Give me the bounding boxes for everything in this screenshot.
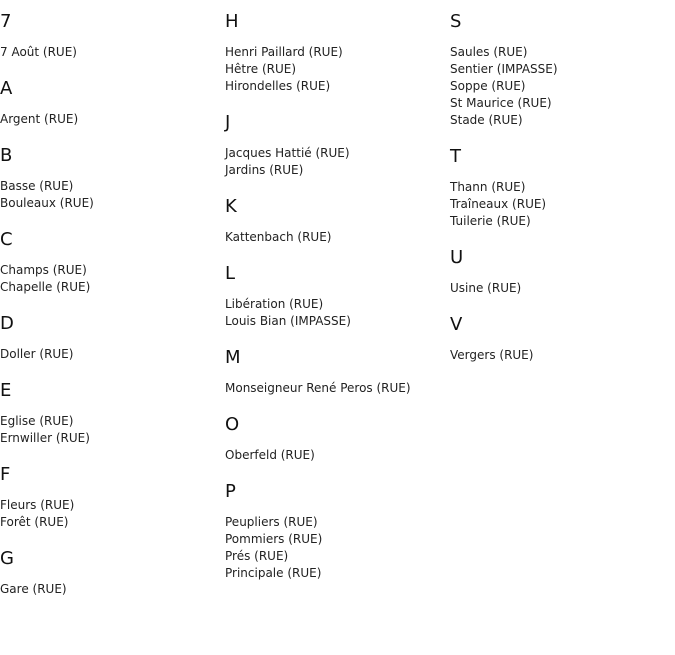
street-list [0,111,220,128]
letter-group [225,262,445,330]
street-link[interactable]: Stade (RUE) [450,113,523,127]
letter-heading: K [225,196,237,217]
street-link[interactable]: Argent (RUE) [0,112,79,126]
letter-heading: F [0,464,11,485]
street-list [0,44,220,61]
letter-group [0,312,220,363]
street-list [0,262,220,296]
street-link[interactable]: Kattenbach (RUE) [225,230,332,244]
letter-heading: P [225,481,236,502]
street-link[interactable]: Peupliers (RUE) [225,515,318,529]
letter-group [0,379,220,447]
street-link[interactable]: 7 Août (RUE) [0,45,77,59]
street-list [0,413,220,447]
street-link[interactable]: Monseigneur René Peros (RUE) [225,381,411,395]
street-link[interactable]: Doller (RUE) [0,347,74,361]
street-link[interactable]: Thann (RUE) [450,180,526,194]
letter-group [225,413,445,464]
street-link[interactable]: Prés (RUE) [225,549,289,563]
letter-heading: M [225,347,241,368]
letter-group [225,346,445,397]
letter-group [0,144,220,212]
letter-heading: B [0,145,13,166]
street-index-column-2 [225,10,445,598]
street-list [225,145,445,179]
letter-group [225,480,445,582]
street-link[interactable]: Tuilerie (RUE) [450,214,531,228]
street-list [0,346,220,363]
street-list [225,447,445,464]
letter-heading: D [0,313,14,334]
street-link[interactable]: Libération (RUE) [225,297,324,311]
letter-heading: A [0,78,13,99]
street-list [0,497,220,531]
street-link[interactable]: Hirondelles (RUE) [225,79,331,93]
letter-group [225,195,445,246]
street-link[interactable]: Champs (RUE) [0,263,87,277]
letter-heading: S [450,11,462,32]
letter-heading: U [450,247,464,268]
letter-heading: H [225,11,239,32]
street-list [450,44,670,129]
letter-heading: C [0,229,13,250]
letter-group [450,10,670,129]
letter-heading: G [0,548,14,569]
street-link[interactable]: Henri Paillard (RUE) [225,45,343,59]
letter-heading: J [225,112,231,133]
street-index-column-3 [450,10,670,380]
street-list [0,581,220,598]
street-link[interactable]: Bouleaux (RUE) [0,196,94,210]
street-link[interactable]: Pommiers (RUE) [225,532,323,546]
letter-group [0,547,220,598]
letter-group [450,145,670,230]
street-link[interactable]: Jardins (RUE) [225,163,304,177]
street-link[interactable]: Sentier (IMPASSE) [450,62,558,76]
street-list [450,179,670,230]
street-list [0,178,220,212]
street-link[interactable]: Traîneaux (RUE) [450,197,547,211]
street-link[interactable]: Ernwiller (RUE) [0,431,90,445]
letter-group [225,111,445,179]
street-link[interactable]: Fleurs (RUE) [0,498,75,512]
letter-heading: V [450,314,463,335]
street-link[interactable]: Eglise (RUE) [0,414,74,428]
letter-heading: 7 [0,11,12,32]
letter-group [225,10,445,95]
street-list [225,380,445,397]
letter-heading: O [225,414,240,435]
street-link[interactable]: Louis Bian (IMPASSE) [225,314,351,328]
street-list [225,44,445,95]
street-list [450,347,670,364]
letter-group [450,246,670,297]
street-list [225,296,445,330]
letter-heading: T [450,146,461,167]
street-link[interactable]: Principale (RUE) [225,566,322,580]
letter-group [0,10,220,61]
letter-group [450,313,670,364]
street-link[interactable]: Vergers (RUE) [450,348,534,362]
street-link[interactable]: Jacques Hattié (RUE) [225,146,350,160]
street-link[interactable]: Oberfeld (RUE) [225,448,315,462]
street-list [450,280,670,297]
street-link[interactable]: Hêtre (RUE) [225,62,297,76]
letter-group [0,228,220,296]
letter-heading: L [225,263,236,284]
street-link[interactable]: Basse (RUE) [0,179,74,193]
street-list [225,514,445,582]
street-link[interactable]: Usine (RUE) [450,281,522,295]
street-link[interactable]: Soppe (RUE) [450,79,526,93]
street-link[interactable]: Saules (RUE) [450,45,528,59]
street-list [225,229,445,246]
street-link[interactable]: Chapelle (RUE) [0,280,91,294]
letter-heading: E [0,380,12,401]
street-link[interactable]: St Maurice (RUE) [450,96,552,110]
letter-group [0,77,220,128]
street-link[interactable]: Forêt (RUE) [0,515,69,529]
street-index-column-1 [0,10,220,614]
street-link[interactable]: Gare (RUE) [0,582,67,596]
letter-group [0,463,220,531]
